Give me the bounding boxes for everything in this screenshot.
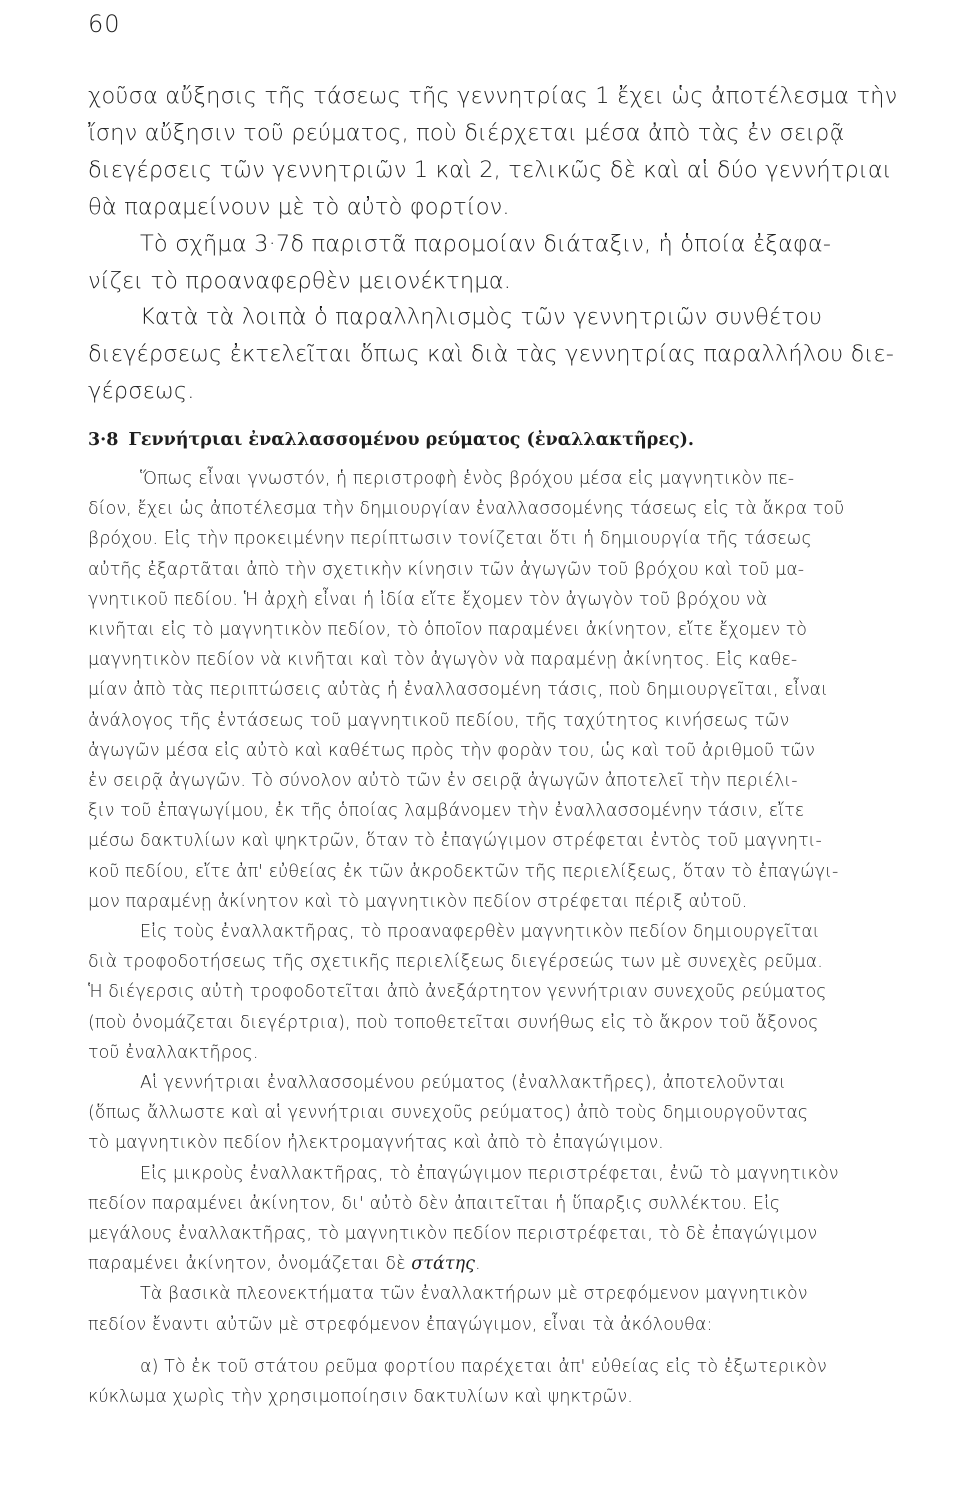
text-line: μαγνητικὸν πεδίον νὰ κινῆται καὶ τὸν ἀγωγὸν νὰ παραμένῃ ἀκίνητος. Εἰς καθε- [88,650,798,671]
text-line: Εἰς μικροὺς ἐναλλακτῆρας, τὸ ἐπαγώγιμον περιστρέφεται, ἐνῶ τὸ μαγνητικὸν [140,1163,839,1184]
text-line: (ὅπως ἄλλωστε καὶ αἱ γεννήτριαι συνεχοῦς ρεύματος) ἀπὸ τοὺς δημιουργοῦντας [88,1103,809,1124]
text-line: ξιν τοῦ ἐπαγωγίμου, ἐκ τῆς ὁποίας λαμβάνομεν τὴν ἐναλλασσομένην τάσιν, εἴτε [88,801,805,822]
text-line: μεγάλους ἐναλλακτῆρας, τὸ μαγνητικὸν πεδίον περιστρέφεται, τὸ δὲ ἐπαγώγιμον [88,1224,818,1245]
section-title: Γεννήτριαι ἐναλλασσομένου ρεύματος (ἐναλλακτῆρες). [128,430,695,450]
text-line: διεγέρσεις τῶν γεννητριῶν 1 καὶ 2, τελικῶς δὲ καὶ αἱ δύο γεννήτριαι [88,156,892,183]
text-line: Τὰ βασικὰ πλεονεκτήματα τῶν ἐναλλακτήρων μὲ στρεφόμενον μαγνητικὸν [140,1284,808,1305]
text-line: γέρσεως. [88,378,195,405]
text-line: διὰ τροφοδοτήσεως τῆς σχετικῆς περιελίξεως διεγέρσεώς των μὲ συνεχὲς ρεῦμα. [88,952,823,973]
text-line: Αἱ γεννήτριαι ἐναλλασσομένου ρεύματος (ἐναλλακτῆρες), ἀποτελοῦνται [140,1073,786,1094]
text-line: Ὅπως εἶναι γνωστόν, ἡ περιστροφὴ ἑνὸς βρόχου μέσα εἰς μαγνητικὸν πε- [140,469,795,489]
text-line: μίαν ἀπὸ τὰς περιπτώσεις αὐτὰς ἡ ἐναλλασσομένη τάσις, ποὺ δημιουργεῖται, εἶναι [88,680,828,701]
paragraph-gap [88,1340,948,1352]
text-line: (ποὺ ὀνομάζεται διεγέρτρια), ποὺ τοποθετεῖται συνήθως εἰς τὸ ἄκρον τοῦ ἄξονος [88,1012,819,1033]
text-line: κύκλωμα χωρὶς τὴν χρησιμοποίησιν δακτυλίων καὶ ψηκτρῶν. [88,1387,633,1408]
intro-paragraphs [88,78,948,410]
italic-term: στάτης [411,1254,476,1275]
section-body [88,464,948,1412]
text-line: Ἡ διέγερσις αὐτὴ τροφοδοτεῖται ἀπὸ ἀνεξάρτητον γεννήτριαν συνεχοῦς ρεύματος [88,982,827,1003]
text-line: Κατὰ τὰ λοιπὰ ὁ παραλληλισμὸς τῶν γεννητριῶν συνθέτου [140,304,823,331]
text-line: δίον, ἔχει ὡς ἀποτέλεσμα τὴν δημιουργίαν ἐναλλασσομένης τάσεως εἰς τὰ ἄκρα τοῦ [88,499,845,520]
section-heading [88,428,948,452]
text-line: αὐτῆς ἐξαρτᾶται ἀπὸ τὴν σχετικὴν κίνησιν τῶν ἀγωγῶν τοῦ βρόχου καὶ τοῦ μα- [88,559,805,580]
text-line: θὰ παραμείνουν μὲ τὸ αὐτὸ φορτίον. [88,193,510,220]
text-line: πεδίον ἔναντι αὐτῶν μὲ στρεφόμενον ἐπαγώγιμον, εἶναι τὰ ἀκόλουθα: [88,1314,713,1335]
text-fragment: παραμένει ἀκίνητον, ὀνομάζεται δὲ [88,1254,406,1275]
text-line: βρόχου. Εἰς τὴν προκειμένην περίπτωσιν τονίζεται ὅτι ἡ δημιουργία τῆς τάσεως [88,529,812,550]
text-line: ἐν σειρᾷ ἀγωγῶν. Τὸ σύνολον αὐτὸ τῶν ἐν σειρᾷ ἀγωγῶν ἀποτελεῖ τὴν περιέλι- [88,771,798,792]
text-line: μέσω δακτυλίων καὶ ψηκτρῶν, ὅταν τὸ ἐπαγώγιμον στρέφεται ἐντὸς τοῦ μαγνητι- [88,831,822,852]
text-line: ἴσην αὔξησιν τοῦ ρεύματος, ποὺ διέρχεται μέσα ἀπὸ τὰς ἐν σειρᾷ [88,119,845,146]
text-line: μον παραμένῃ ἀκίνητον καὶ τὸ μαγνητικὸν πεδίον στρέφεται πέριξ αὐτοῦ. [88,891,748,912]
text-line: κινῆται εἰς τὸ μαγνητικὸν πεδίον, τὸ ὁποῖον παραμένει ἀκίνητον, εἴτε ἔχομεν τὸ [88,620,808,641]
text-line: Τὸ σχῆμα 3·7δ παριστᾶ παρομοίαν διάταξιν, ἡ ὁποία ἐξαφα- [140,230,832,257]
text-line: τοῦ ἐναλλακτῆρος. [88,1042,259,1063]
text-line: χοῦσα αὔξησις τῆς τάσεως τῆς γεννητρίας 1 ἔχει ὡς ἀποτέλεσμα τὴν [88,83,898,109]
text-line: Εἰς τοὺς ἐναλλακτῆρας, τὸ προαναφερθὲν μαγνητικὸν πεδίον δημιουργεῖται [140,922,820,943]
page-number: 60 [88,10,121,38]
text-line: γνητικοῦ πεδίου. Ἡ ἀρχὴ εἶναι ἡ ἰδία εἴτε ἔχομεν τὸν ἀγωγὸν τοῦ βρόχου νὰ [88,589,768,610]
text-fragment: . [475,1254,481,1275]
text-line: κοῦ πεδίου, εἴτε ἀπ' εὐθείας ἐκ τῶν ἀκροδεκτῶν τῆς περιελίξεως, ὅταν τὸ ἐπαγώγι- [88,861,839,882]
text-line: ἀνάλογος τῆς ἐντάσεως τοῦ μαγνητικοῦ πεδίου, τῆς ταχύτητος κινήσεως τῶν [88,710,790,731]
text-line: α) Τὸ ἐκ τοῦ στάτου ρεῦμα φορτίου παρέχεται ἀπ' εὐθείας εἰς τὸ ἐξωτερικὸν [140,1356,827,1377]
text-line [88,1249,948,1279]
text-line: διεγέρσεως ἐκτελεῖται ὅπως καὶ διὰ τὰς γεννητρίας παραλλήλου διε- [88,341,894,368]
text-line: νίζει τὸ προαναφερθὲν μειονέκτημα. [88,267,512,294]
text-line: ἀγωγῶν μέσα εἰς αὐτὸ καὶ καθέτως πρὸς τὴν φορὰν του, ὡς καὶ τοῦ ἀριθμοῦ τῶν [88,740,815,761]
section-number: 3·8 [88,430,119,450]
text-line: τὸ μαγνητικὸν πεδίον ἠλεκτρομαγνήτας καὶ ἀπὸ τὸ ἐπαγώγιμον. [88,1133,664,1154]
text-line: πεδίον παραμένει ἀκίνητον, δι' αὐτὸ δὲν ἀπαιτεῖται ἡ ὕπαρξις συλλέκτου. Εἰς [88,1193,781,1214]
